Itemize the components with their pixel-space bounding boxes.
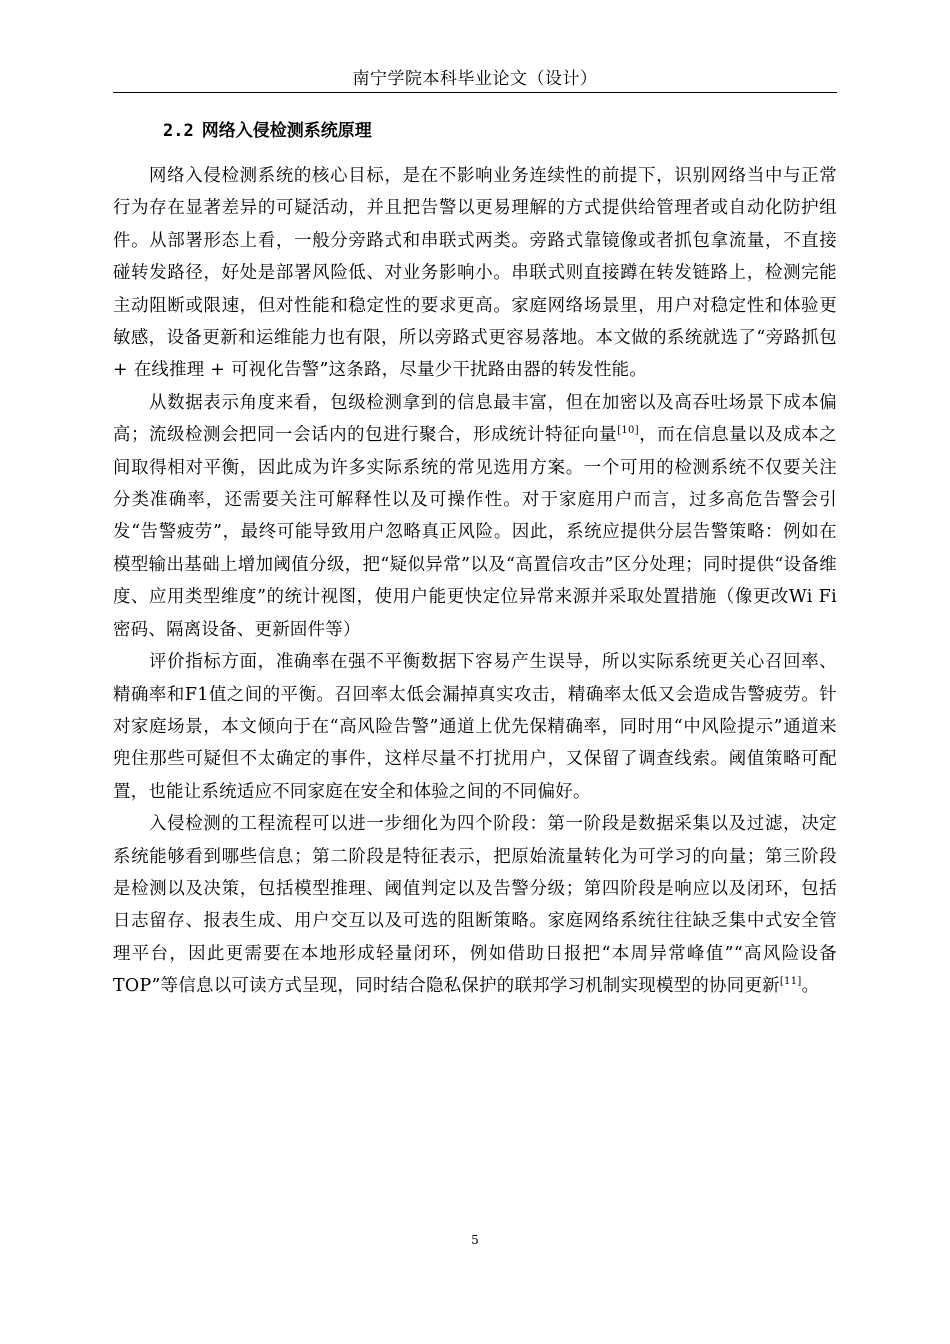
citation-11: [11] (779, 976, 802, 988)
running-header: 南宁学院本科毕业论文（设计） (352, 69, 598, 89)
page-number: 5 (471, 1233, 479, 1247)
paragraph-3: 评价指标方面，准确率在强不平衡数据下容易产生误导，所以实际系统更关心召回率、精确率和F1值之间的平衡。召回率太低会漏掉真实攻击，精确率太低又会造成告警疲劳。针对家庭场景，本文倾向于在“高风险告警”通道上优先保精确率，同时用“中风险提示”通道来兜住那些可疑但不太确定的事件，这样尽量不打扰用户，又保留了调查线索。阈值策略可配置，也能让系统适应不同家庭在安全和体验之间的不同偏好。 (113, 652, 837, 802)
paragraph-2-text-a: 从数据表示角度来看，包级检测拿到的信息最丰富，但在加密以及高吞吐场景下成本偏高；流级检测会把同一会话内的包进行聚合，形成统计特征向量 (113, 392, 837, 446)
section-heading (163, 118, 372, 144)
body-text (113, 160, 837, 1003)
paragraph-4-text-b: 。 (801, 976, 820, 997)
paragraph-2-text-b: ，而在信息量以及成本之间取得相对平衡，因此成为许多实际系统的常见选用方案。一个可用的检测系统不仅要关注分类准确率，还需要关注可解释性以及可操作性。对于家庭用户而言，过多高危告警会引发“告警疲劳”，最终可能导致用户忽略真正风险。因此，系统应提供分层告警策略：例如在模型输出基础上增加阈值分级，把“疑似异常”以及“高置信攻击”区分处理；同时提供“设备维度、应用类型维度”的统计视图，使用户能更快定位异常来源并采取处置措施（像更改Wi Fi密码、隔离设备、更新固件等） (113, 425, 837, 640)
section-number: 2.2 (163, 121, 194, 141)
citation-10: [10] (617, 425, 639, 437)
paragraph-2 (113, 387, 837, 646)
paragraph-1: 网络入侵检测系统的核心目标，是在不影响业务连续性的前提下，识别网络当中与正常行为存在显著差异的可疑活动，并且把告警以更易理解的方式提供给管理者或自动化防护组件。从部署形态上看，一般分旁路式和串联式两类。旁路式靠镜像或者抓包拿流量，不直接碰转发路径，好处是部署风险低、对业务影响小。串联式则直接蹲在转发链路上，检测完能主动阻断或限速，但对性能和稳定性的要求更高。家庭网络场景里，用户对稳定性和体验更敏感，设备更新和运维能力也有限，所以旁路式更容易落地。本文做的系统就选了“旁路抓包 + 在线推理 + 可视化告警”这条路，尽量少干扰路由器的转发性能。 (113, 166, 837, 381)
section-title: 网络入侵检测系统原理 (201, 121, 372, 141)
header-rule (113, 92, 837, 93)
paragraph-4-text-a: 入侵检测的工程流程可以进一步细化为四个阶段：第一阶段是数据采集以及过滤，决定系统能够看到哪些信息；第二阶段是特征表示，把原始流量转化为可学习的向量；第三阶段是检测以及决策，包括模型推理、阈值判定以及告警分级；第四阶段是响应以及闭环，包括日志留存、报表生成、用户交互以及可选的阻断策略。家庭网络系统往往缺乏集中式安全管理平台，因此更需要在本地形成轻量闭环，例如借助日报把“本周异常峰值”“高风险设备TOP”等信息以可读方式呈现，同时结合隐私保护的联邦学习机制实现模型的协同更新 (113, 814, 837, 997)
paragraph-4 (113, 808, 837, 1002)
